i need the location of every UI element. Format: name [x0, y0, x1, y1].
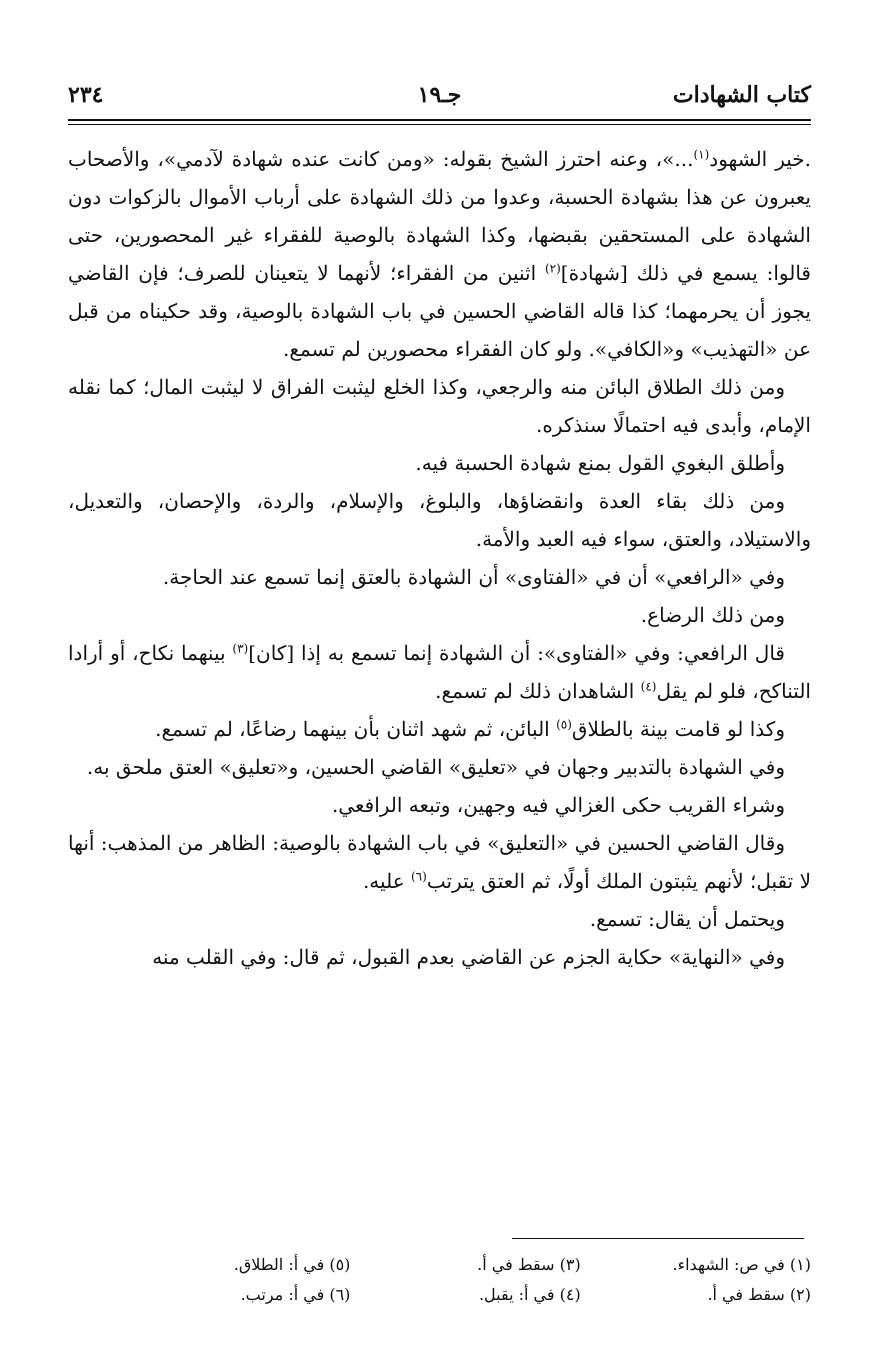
footnotes — [120, 1250, 811, 1310]
main-text — [68, 140, 811, 976]
footnote-rule — [512, 1238, 804, 1239]
paragraph: وفي «الرافعي» أن في «الفتاوى» أن الشهادة بالعتق إنما تسمع عند الحاجة. — [162, 565, 785, 589]
running-header — [68, 82, 811, 116]
volume-number: جـ١٩ — [417, 82, 462, 108]
paragraph: ومن ذلك الطلاق البائن منه والرجعي، وكذا الخلع ليثبت الفراق لا ليثبت المال؛ كما نقله الإمام، وأبدى فيه احتمالًا سنذكره. — [68, 375, 811, 437]
footnote: (٣) سقط في أ. — [477, 1255, 581, 1274]
page-number: ٢٣٤ — [68, 82, 104, 108]
footnote: (٤) في أ: يقبل. — [478, 1285, 581, 1304]
footnote: (٥) في أ: الطلاق. — [233, 1255, 351, 1274]
paragraph: وكذا لو قامت بينة بالطلاق$^{(٥)}$ البائن، ثم شهد اثنان بأن بينهما رضاعًا، لم تسمع. — [155, 717, 785, 741]
footnote: (٢) سقط في أ. — [707, 1285, 811, 1304]
header-rule-thick — [68, 119, 811, 121]
footnote-row — [120, 1280, 811, 1310]
paragraph: وشراء القريب حكى الغزالي فيه وجهين، وتبعه الرافعي. — [331, 793, 785, 817]
paragraph: ومن ذلك الرضاع. — [640, 603, 785, 627]
paragraph: ومن ذلك بقاء العدة وانقضاؤها، والبلوغ، والإسلام، والردة، والإحصان، والتعديل، والاستيلاد، والعتق، سواء فيه العبد والأمة. — [68, 489, 811, 551]
paragraph: وأطلق البغوي القول بمنع شهادة الحسبة فيه. — [415, 451, 785, 475]
paragraph: وقال القاضي الحسين في «التعليق» في باب الشهادة بالوصية: الظاهر من المذهب: أنها لا تقبل؛ لأنهم يثبتون الملك أولًا، ثم العتق يترتب$^{(٦)}$ عليه. — [68, 831, 811, 893]
footnote: (١) في ص: الشهداء. — [672, 1255, 811, 1274]
header-rule-thin — [68, 124, 811, 125]
paragraph: .خير الشهود$^{(١)}$...»، وعنه احترز الشيخ بقوله: «ومن كانت عنده شهادة لآدمي»، والأصحاب يعبرون عن هذا بشهادة الحسبة، وعدوا من ذلك الشهادة على أرباب الأموال بالزكوات دون الشهادة على المستحقين بقبضها، وكذا الشهادة بالوصية للفقراء غير المحصورين، حتى قالوا: يسمع في ذلك [شهادة]$^{(٢)}$ اثنين من الفقراء؛ لأنهما لا يتعينان للصرف؛ فإن القاضي يجوز أن يحرمهما؛ كذا قاله القاضي الحسين في باب الشهادة بالوصية، وقد حكيناه من قبل عن «التهذيب» و«الكافي». ولو كان الفقراء محصورين لم تسمع. — [68, 147, 812, 361]
paragraph: قال الرافعي: وفي «الفتاوى»: أن الشهادة إنما تسمع به إذا [كان]$^{(٣)}$ بينهما نكاح، أو أرادا التناكح، فلو لم يقل$^{(٤)}$ الشاهدان ذلك لم تسمع. — [68, 641, 811, 703]
paragraph: وفي الشهادة بالتدبير وجهان في «تعليق» القاضي الحسين، و«تعليق» العتق ملحق به. — [86, 755, 785, 779]
paragraph: ويحتمل أن يقال: تسمع. — [589, 907, 785, 931]
book-title: كتاب الشهادات — [672, 82, 811, 108]
footnote: (٦) في أ: مرتب. — [240, 1285, 351, 1304]
footnote-row — [120, 1250, 811, 1280]
paragraph: وفي «النهاية» حكاية الجزم عن القاضي بعدم القبول، ثم قال: وفي القلب منه — [152, 945, 785, 969]
